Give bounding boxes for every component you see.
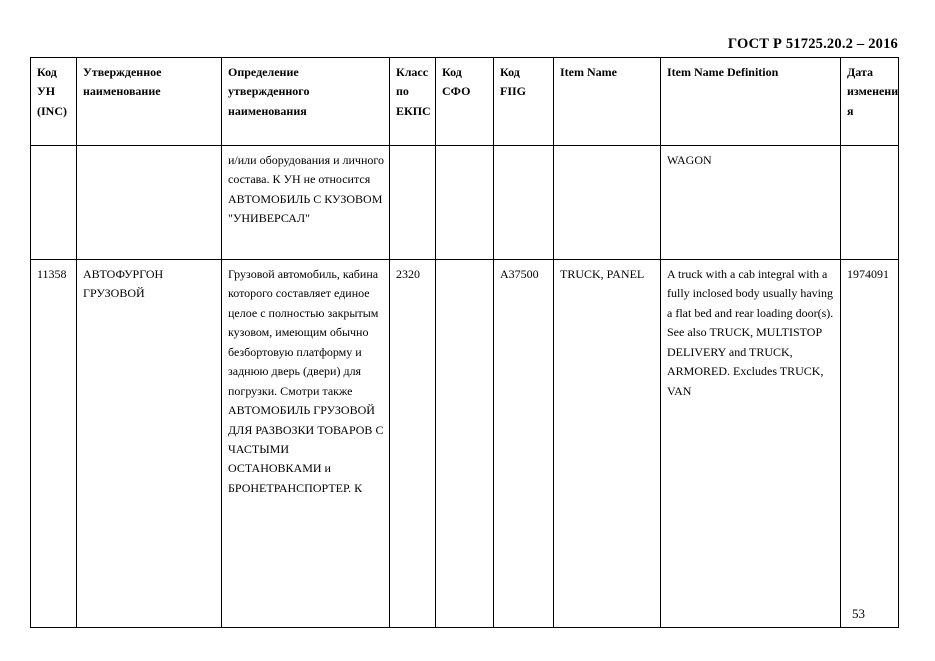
column-header-definition <box>222 58 390 146</box>
document-header: ГОСТ Р 51725.20.2 – 2016 <box>727 36 898 52</box>
cell-item-name: TRUCK, PANEL <box>554 260 661 628</box>
cell-fiig-code <box>494 146 554 260</box>
header-line: утвержденного <box>228 84 310 99</box>
cell-change-date: 1974091 <box>841 260 899 628</box>
header-line: наименование <box>83 84 161 99</box>
header-line: Дата <box>847 65 873 79</box>
column-header-ekps-class <box>390 58 436 146</box>
column-header-approved-name <box>77 58 222 146</box>
cell-sfo-code <box>436 260 494 628</box>
header-line: Item Name Definition <box>667 65 779 79</box>
page-number: 53 <box>852 606 865 621</box>
header-line: наименования <box>228 103 307 118</box>
header-line: Item Name <box>560 65 617 79</box>
table-header-row <box>31 58 899 146</box>
header-line: Код <box>37 65 57 79</box>
column-header-item-name <box>554 58 661 146</box>
cell-item-name-definition: A truck with a cab integral with a fully inclosed body usually having a flat bed and rear loading door(s). See also TRUCK, MULTISTOP DELIVERY and TRUCK, ARMORED. Excludes TRUCK, VAN <box>661 260 841 628</box>
header-line: Код <box>500 65 520 79</box>
cell-ekps-class <box>390 146 436 260</box>
header-line: УН <box>37 84 56 99</box>
header-line: изменени <box>847 84 899 99</box>
cell-approved-name <box>77 146 222 260</box>
cell-kod-un <box>31 146 77 260</box>
cell-ekps-class: 2320 <box>390 260 436 628</box>
cell-kod-un: 11358 <box>31 260 77 628</box>
header-line: Определение <box>228 65 299 79</box>
header-line: FIIG <box>500 84 527 99</box>
header-line: я <box>847 103 854 118</box>
header-line: Утвержденное <box>83 65 162 79</box>
cell-definition: и/или оборудования и личного состава. К УН не относится АВТОМОБИЛЬ С КУЗОВОМ "УНИВЕРСАЛ" <box>222 146 390 260</box>
table-row <box>31 260 899 628</box>
header-line: ЕКПС <box>396 103 431 118</box>
cell-sfo-code <box>436 146 494 260</box>
header-line: Класс <box>396 65 429 79</box>
cell-fiig-code: A37500 <box>494 260 554 628</box>
cell-item-name <box>554 146 661 260</box>
column-header-item-name-definition <box>661 58 841 146</box>
header-line: Код <box>442 65 462 79</box>
cell-item-name-definition: WAGON <box>661 146 841 260</box>
cell-approved-name: АВТОФУРГОН ГРУЗОВОЙ <box>77 260 222 628</box>
table-row <box>31 146 899 260</box>
column-header-sfo-code <box>436 58 494 146</box>
cell-change-date <box>841 146 899 260</box>
header-line: СФО <box>442 84 471 99</box>
column-header-kod-un <box>31 58 77 146</box>
column-header-fiig-code <box>494 58 554 146</box>
header-line: по <box>396 84 409 99</box>
header-line: (INC) <box>37 103 67 118</box>
standard-table <box>30 57 899 628</box>
cell-definition: Грузовой автомобиль, кабина которого составляет единое целое с полностью закрытым кузовом, имеющим обычно безбортовую платформу и заднюю дверь (двери) для погрузки. Смотри также АВТОМОБИЛЬ ГРУЗОВОЙ ДЛЯ РАЗВОЗКИ ТОВАРОВ С ЧАСТЫМИ ОСТАНОВКАМИ и БРОНЕТРАНСПОРТЕР. К <box>222 260 390 628</box>
column-header-change-date <box>841 58 899 146</box>
